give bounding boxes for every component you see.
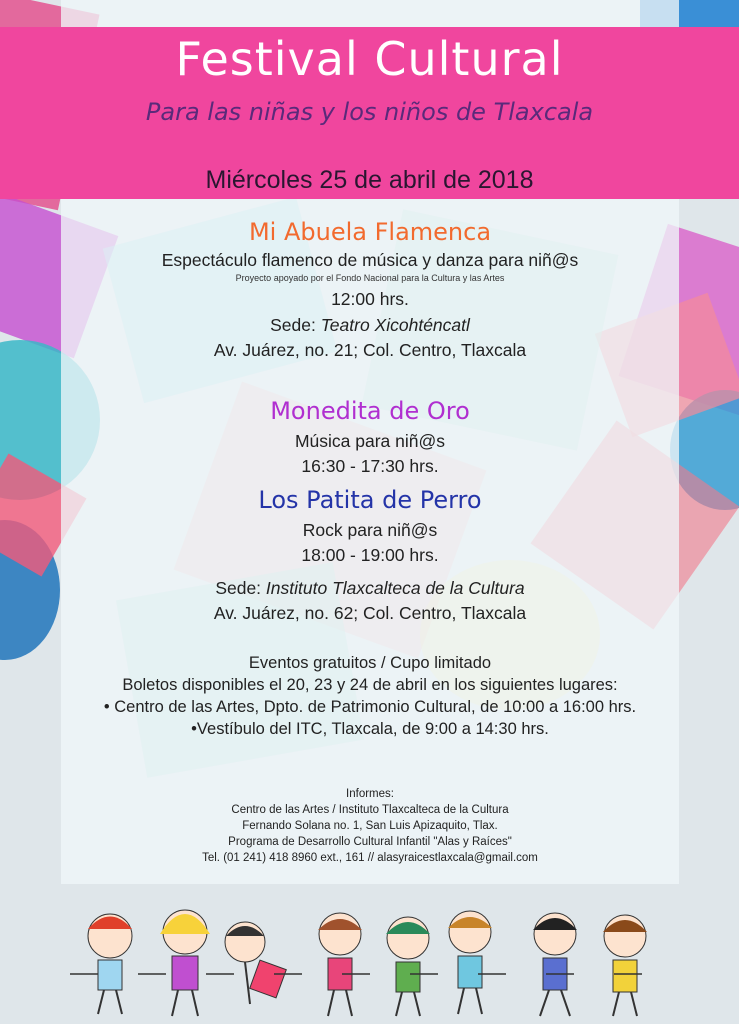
child-figure-1 bbox=[88, 914, 132, 1014]
event2-title: Monedita de Oro bbox=[270, 397, 470, 425]
event1-time: 12:00 hrs. bbox=[331, 289, 409, 309]
child-figure-3 bbox=[225, 922, 286, 1004]
child-figure-7 bbox=[533, 913, 577, 1016]
venue2-label: Sede: bbox=[215, 578, 266, 598]
info-line3: Programa de Desarrollo Cultural Infantil "Alas y Raíces" bbox=[228, 836, 512, 848]
children-illustration bbox=[0, 884, 739, 1024]
venue2 bbox=[61, 578, 679, 599]
child-figure-4 bbox=[318, 913, 362, 1016]
tickets-place2: •Vestíbulo del ITC, Tlaxcala, de 9:00 a 14:30 hrs. bbox=[191, 720, 549, 738]
info-line1: Centro de las Artes / Instituto Tlaxcalteca de la Cultura bbox=[231, 804, 509, 816]
child-figure-2 bbox=[160, 910, 210, 1016]
event1-venue bbox=[61, 315, 679, 336]
child-figure-6 bbox=[448, 911, 492, 1014]
child-figure-5 bbox=[386, 917, 430, 1016]
event1-description: Espectáculo flamenco de música y danza para niñ@s bbox=[161, 250, 579, 270]
event3-description: Rock para niñ@s bbox=[302, 520, 438, 540]
venue2-name: Instituto Tlaxcalteca de la Cultura bbox=[265, 578, 525, 598]
page-subtitle: Para las niñas y los niños de Tlaxcala bbox=[145, 98, 594, 126]
event-date: Miércoles 25 de abril de 2018 bbox=[205, 166, 534, 194]
info-heading: Informes: bbox=[346, 788, 394, 800]
event1-title: Mi Abuela Flamenca bbox=[248, 218, 492, 246]
child-figure-8 bbox=[603, 915, 647, 1016]
event3-time: 18:00 - 19:00 hrs. bbox=[301, 545, 439, 565]
tickets-availability: Boletos disponibles el 20, 23 y 24 de abril en los siguientes lugares: bbox=[122, 676, 618, 694]
event3-title: Los Patita de Perro bbox=[258, 486, 482, 514]
event1-note: Proyecto apoyado por el Fondo Nacional para la Cultura y las Artes bbox=[235, 273, 505, 283]
event1-address: Av. Juárez, no. 21; Col. Centro, Tlaxcala bbox=[213, 340, 527, 360]
event2-description: Música para niñ@s bbox=[294, 431, 446, 451]
info-line2: Fernando Solana no. 1, San Luis Apizaquito, Tlax. bbox=[242, 820, 498, 832]
info-line4: Tel. (01 241) 418 8960 ext., 161 // alasyraicestlaxcala@gmail.com bbox=[202, 852, 538, 864]
event1-venue-name: Teatro Xicohténcatl bbox=[320, 315, 470, 335]
venue2-address: Av. Juárez, no. 62; Col. Centro, Tlaxcala bbox=[213, 603, 527, 623]
event1-venue-label: Sede: bbox=[270, 315, 321, 335]
tickets-free: Eventos gratuitos / Cupo limitado bbox=[248, 654, 492, 672]
page-title: Festival Cultural bbox=[175, 32, 564, 86]
tickets-place1: • Centro de las Artes, Dpto. de Patrimonio Cultural, de 10:00 a 16:00 hrs. bbox=[103, 698, 637, 716]
event2-time: 16:30 - 17:30 hrs. bbox=[301, 456, 439, 476]
